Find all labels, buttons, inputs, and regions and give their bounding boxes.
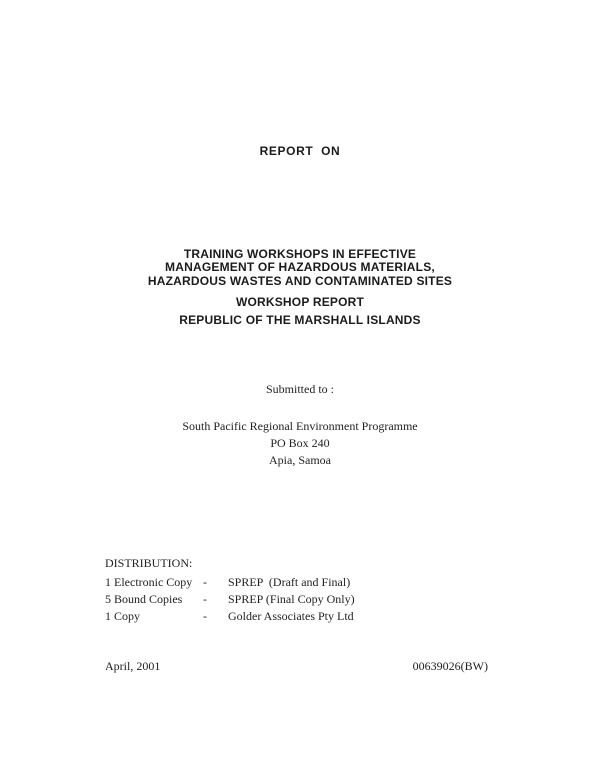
recipient-address-block: [0, 418, 600, 469]
distribution-row: [105, 574, 355, 591]
address-po-box: PO Box 240: [270, 436, 330, 450]
distribution-list: [105, 574, 355, 625]
title-block: [0, 248, 600, 288]
title-line-2: MANAGEMENT OF HAZARDOUS MATERIALS,: [165, 260, 435, 275]
distribution-recipient: Golder Associates Pty Ltd: [228, 609, 354, 623]
distribution-separator: -: [203, 609, 207, 623]
distribution-row: [105, 608, 355, 625]
title-line-1: TRAINING WORKSHOPS IN EFFECTIVE: [183, 247, 417, 261]
distribution-recipient: SPREP (Final Copy Only): [228, 592, 355, 606]
submitted-to-label: Submitted to :: [265, 382, 334, 396]
distribution-separator: -: [203, 592, 207, 606]
address-city: Apia, Samoa: [269, 453, 331, 467]
recipient-name: South Pacific Regional Environment Programme: [182, 419, 418, 433]
title-line-3: HAZARDOUS WASTES AND CONTAMINATED SITES: [147, 273, 453, 288]
distribution-quantity: 1 Electronic Copy: [105, 575, 193, 589]
report-on-heading: REPORT ON: [259, 144, 341, 158]
distribution-recipient: SPREP (Draft and Final): [228, 575, 351, 589]
distribution-quantity: 5 Bound Copies: [105, 592, 183, 606]
subtitle-workshop-report: WORKSHOP REPORT: [235, 295, 365, 309]
subtitle-republic-marshall-islands: REPUBLIC OF THE MARSHALL ISLANDS: [179, 313, 421, 327]
distribution-separator: -: [203, 575, 207, 589]
distribution-row: [105, 591, 355, 608]
distribution-heading: DISTRIBUTION:: [105, 556, 193, 570]
footer-date: April, 2001: [105, 659, 161, 673]
footer-document-number: 00639026(BW): [412, 659, 488, 673]
distribution-quantity: 1 Copy: [105, 609, 141, 623]
